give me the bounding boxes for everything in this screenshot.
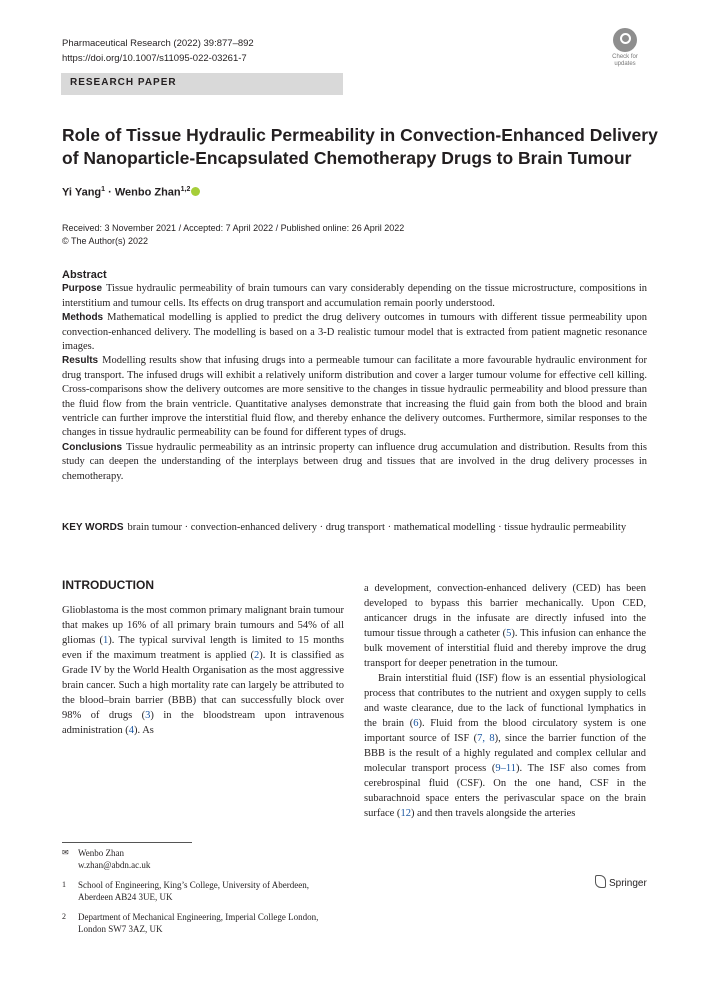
affiliation	[62, 879, 344, 903]
text-run: Glioblastoma is the most common primary malignant brain tumour that makes up 16% of all primary brain tumours and 54% of all gliomas (	[62, 605, 344, 646]
article-type-banner	[61, 73, 343, 95]
body-column-right	[364, 581, 646, 821]
corresponding-author	[62, 847, 344, 871]
paragraph	[62, 603, 344, 738]
citation-link[interactable]: 6	[413, 718, 419, 729]
springer-horse-icon	[595, 875, 606, 888]
text-run: ) and then travels alongside the arteries	[410, 808, 576, 819]
citation-link[interactable]: 3	[145, 710, 151, 721]
affiliation-marker: 1	[62, 880, 66, 889]
abstract-label: Purpose	[62, 283, 103, 295]
author-list	[62, 186, 200, 199]
citation-link[interactable]: 4	[128, 725, 135, 736]
abstract-heading: Abstract	[62, 269, 107, 281]
abstract-text: Modelling results show that infusing drugs into a permeable tumour can facilitate a more favourable hydraulic environment for drug transport. The infused drugs will exhibit a relatively uniform distribution and cover a larger tumour volume for effective cell killing. Cross-comparisons show the delivery outcomes are more sensitive to the changes in tissue hydraulic permeability and blood pressure than the fluid flow from the brain ventricle. Quantitative analyses demonstrate that increasing the fluid gain from both the blood and brain ventricle can further improve the interstitial fluid flow, and thereby enhance the delivery outcomes. Furthermore, similar responses to the changes in tissue hydraulic permeability can be found for different types of drugs.	[62, 355, 647, 439]
abstract-text: Tissue hydraulic permeability as an intrinsic property can influence drug accumulation and distribution. Results from this study can deepen the understanding of the interplays between drug and tissues that are involved in the drug delivery processes in chemotherapy.	[62, 441, 647, 482]
keywords	[62, 520, 647, 535]
text-run: Brain interstitial fluid (ISF) flow is an essential physiological process that contributes to the nutrient and oxygen supply to cells and waste clearance, due to the lack of functional lymphatics in the brain (	[364, 673, 646, 729]
author-name[interactable]: Yi Yang	[62, 186, 102, 199]
citation-link[interactable]: 9–11	[495, 763, 516, 774]
abstract-methods	[62, 311, 647, 354]
article-type-label: RESEARCH PAPER	[70, 77, 177, 88]
abstract-label: Conclusions	[62, 441, 123, 453]
keywords-text: brain tumour · convection-enhanced delivery · drug transport · mathematical modelling · tissue hydraulic permeability	[127, 522, 627, 533]
affiliation-marker: 2	[62, 912, 66, 921]
text-run: ). The typical survival length is limited to 15 months even if the maximum treatment is applied (	[62, 635, 344, 661]
paragraph	[364, 671, 646, 821]
affiliation-text: School of Engineering, King’s College, University of Aberdeen, Aberdeen AB24 3UE, UK	[78, 880, 309, 902]
affiliation-marker: 1	[101, 186, 106, 193]
doi-link[interactable]: https://doi.org/10.1007/s11095-022-03261-7	[62, 53, 247, 64]
citation-link[interactable]: 1	[103, 635, 109, 646]
citation-link[interactable]: 5	[506, 628, 512, 639]
paragraph	[364, 581, 646, 671]
abstract-conclusions	[62, 441, 647, 484]
orcid-icon[interactable]	[191, 187, 200, 196]
abstract-label: Methods	[62, 312, 104, 324]
copyright: © The Author(s) 2022	[62, 236, 149, 246]
check-updates-icon	[613, 28, 637, 52]
affiliation-marker: 1,2	[180, 186, 191, 193]
journal-citation: Pharmaceutical Research (2022) 39:877–892	[62, 38, 254, 49]
publication-dates	[62, 222, 404, 248]
corresponding-email[interactable]: w.zhan@abdn.ac.uk	[78, 860, 151, 870]
text-run: ). It is classified as Grade IV by the World Health Organisation as the most aggressive brain cancer. Such a high mortality rate can largely be attributed to the blood–brain barrier (BBB) that can successfully block over 98% of drugs (	[62, 650, 345, 721]
author-separator: ·	[105, 186, 115, 199]
affiliation	[62, 911, 344, 935]
text-run: ). Fluid from the blood circulatory system is one important source of ISF (	[364, 718, 646, 744]
citation-link[interactable]: 12	[400, 808, 411, 819]
text-run: a development, convection-enhanced delivery (CED) has been developed to bypass this barrier mechanically. Upon CED, anticancer drugs in the infusate are directly infused into the tumour tissue through a catheter (	[364, 583, 646, 639]
abstract-text: Mathematical modelling is applied to predict the drug delivery outcomes in tumours with different tissue permeability upon convection-enhanced delivery. The modelling is based on a 3-D realistic tumour model that is extracted from patient magnetic resonance images.	[62, 312, 647, 353]
citation-link[interactable]: 2	[254, 650, 260, 661]
check-updates-label: Check for updates	[612, 54, 638, 67]
abstract-label: Results	[62, 355, 99, 367]
abstract	[62, 268, 647, 484]
abstract-text: Tissue hydraulic permeability of brain tumours can vary considerably depending on the tissue microstructure, compositions in interstitium and tumour cells. Its effects on drug transport and accumulation remain poorly understood.	[62, 283, 647, 309]
envelope-icon: ✉	[62, 848, 69, 857]
check-for-updates-badge[interactable]	[606, 28, 644, 70]
abstract-results	[62, 354, 647, 440]
citation-link[interactable]: 7, 8	[477, 733, 495, 744]
history-dates: Received: 3 November 2021 / Accepted: 7 April 2022 / Published online: 26 April 2022	[62, 223, 405, 233]
text-run: ). As	[134, 725, 154, 736]
publisher-logo	[595, 875, 647, 889]
text-run: ), since the barrier function of the BBB is the result of a highly regulated and complex cellular and molecular transport process (	[364, 733, 646, 774]
body-column-left	[62, 603, 344, 738]
keywords-label: KEY WORDS	[62, 522, 124, 533]
text-run: ). The ISF also comes from cerebrospinal fluid (CSF). On the one hand, CSF in the subarachnoid space enters the perivascular space on the brain surface (	[364, 763, 646, 819]
text-run: ). This infusion can enhance the bulk movement of interstitial fluid and thereby improve the drug transport for deeper penetration in the tumour.	[364, 628, 647, 669]
author-name[interactable]: Wenbo Zhan	[114, 186, 181, 199]
footnotes	[62, 847, 344, 943]
affiliation-text: Department of Mechanical Engineering, Imperial College London, London SW7 3AZ, UK	[78, 912, 319, 934]
section-heading-introduction: INTRODUCTION	[62, 578, 154, 592]
abstract-purpose	[62, 282, 647, 311]
footnote-divider	[62, 842, 192, 843]
publisher-name: Springer	[609, 878, 647, 889]
text-run: ) in the bloodstream upon intravenous administration (	[62, 710, 344, 736]
paper-title: Role of Tissue Hydraulic Permeability in Convection-Enhanced Delivery of Nanoparticle-Encapsulated Chemotherapy Drugs to Brain Tumour	[62, 125, 658, 168]
corresponding-name: Wenbo Zhan	[78, 848, 125, 858]
